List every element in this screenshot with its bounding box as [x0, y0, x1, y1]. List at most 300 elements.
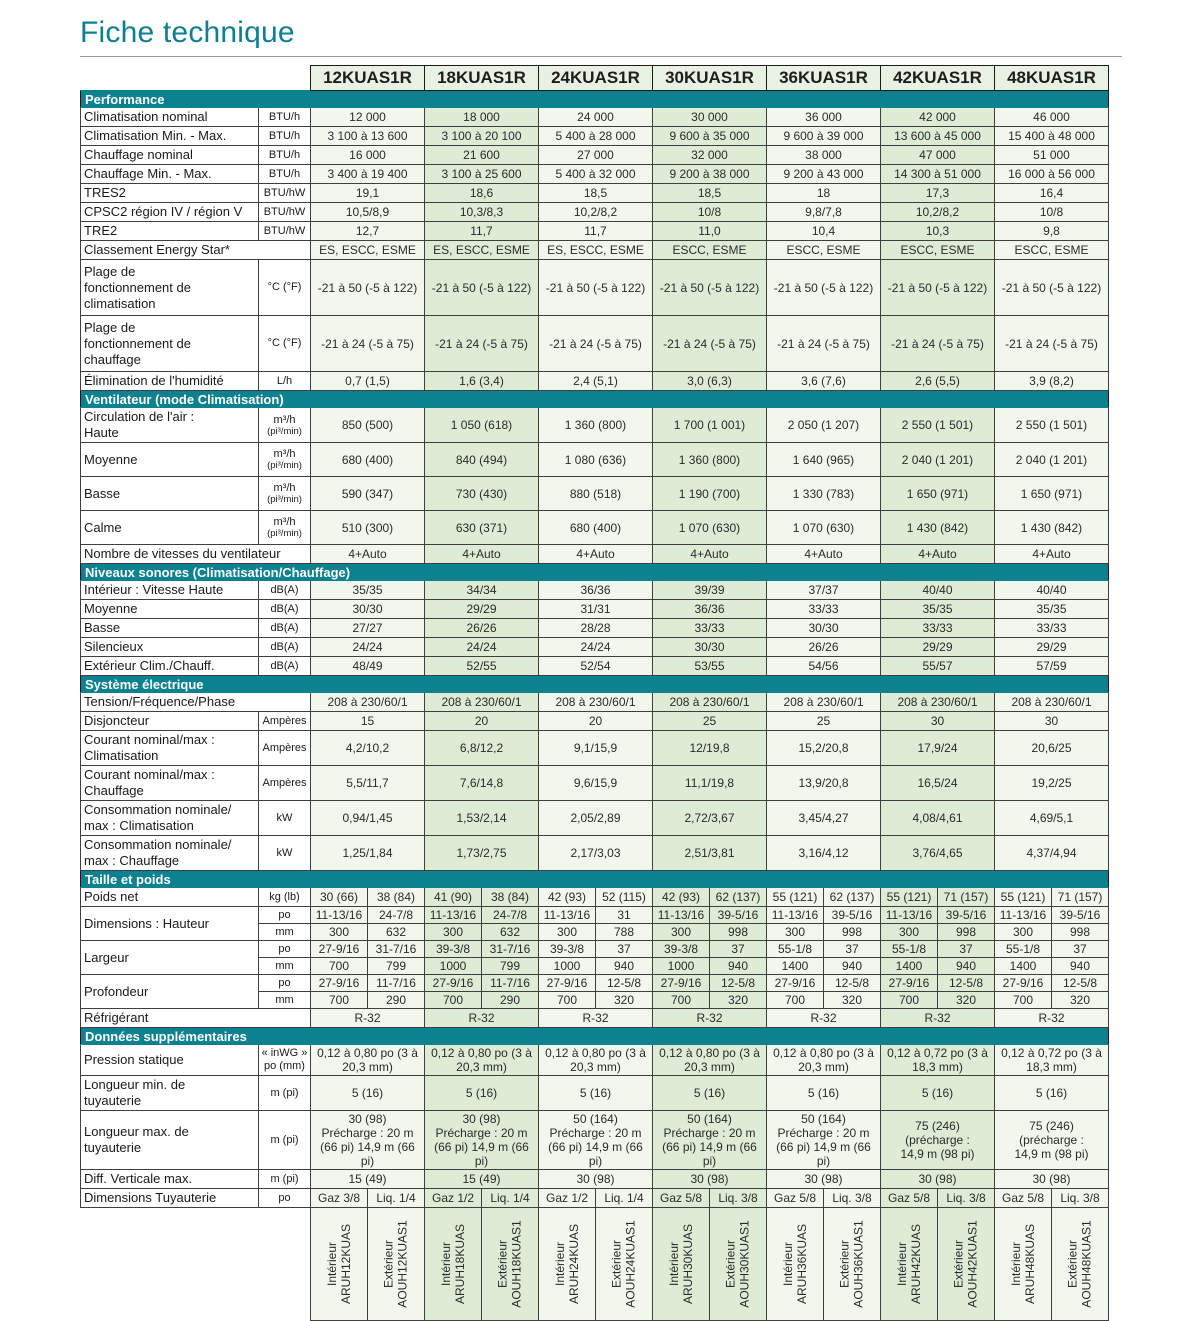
value-cell: ESCC, ESME [881, 241, 995, 260]
vertical-model-label [710, 1208, 767, 1321]
unit-model-name: Extérieur AOUH30KUAS1 [724, 1220, 752, 1308]
value-cell: 17,9/24 [881, 731, 995, 766]
value-cell: 42 (93) [653, 888, 710, 907]
unit-model-name: Intérieur ARUH48KUAS [1009, 1223, 1037, 1305]
table-row [81, 108, 1109, 127]
value-cell: 998 [824, 924, 881, 941]
table-row [81, 372, 1109, 391]
value-cell: 29/29 [881, 638, 995, 657]
table-row [81, 1170, 1109, 1189]
value-cell: 700 [767, 992, 824, 1009]
value-cell: 37 [596, 941, 653, 958]
value-cell: 320 [710, 992, 767, 1009]
value-cell: 12-5/8 [824, 975, 881, 992]
value-cell: -21 à 24 (-5 à 75) [539, 316, 653, 372]
value-cell: 40/40 [881, 581, 995, 600]
value-cell: 4+Auto [425, 545, 539, 564]
value-cell: ESCC, ESME [653, 241, 767, 260]
value-cell: 12 000 [311, 108, 425, 127]
row-label: Courant nominal/max : Chauffage [81, 766, 259, 801]
value-cell: 11-13/16 [881, 907, 938, 924]
section-bar [81, 564, 1109, 581]
value-cell: 27-9/16 [539, 975, 596, 992]
value-cell: 75 (246) (précharge : 14,9 m (98 pi) [995, 1111, 1109, 1170]
value-cell: 208 à 230/60/1 [653, 693, 767, 712]
value-cell: 37 [824, 941, 881, 958]
vertical-label-wrap [312, 1209, 366, 1319]
value-cell: 50 (164) Précharge : 20 m (66 pi) 14,9 m (66 pi) [767, 1111, 881, 1170]
value-cell: 1 360 (800) [653, 443, 767, 477]
unit-cell: po [259, 1189, 311, 1208]
table-row [81, 260, 1109, 316]
value-cell: 11-13/16 [311, 907, 368, 924]
value-cell: 1 050 (618) [425, 408, 539, 443]
unit-model-name: Intérieur ARUH36KUAS [781, 1223, 809, 1305]
value-cell: 18,6 [425, 184, 539, 203]
value-cell: Gaz 5/8 [653, 1189, 710, 1208]
value-cell: 1 190 (700) [653, 477, 767, 511]
unit-cell: m (pi) [259, 1076, 311, 1111]
value-cell: 30 (98) [653, 1170, 767, 1189]
table-row [81, 316, 1109, 372]
value-cell: 1 070 (630) [653, 511, 767, 545]
value-cell: 1 080 (636) [539, 443, 653, 477]
unit-cell: BTU/hW [259, 184, 311, 203]
value-cell: 5 (16) [881, 1076, 995, 1111]
unit-cell: kg (lb) [259, 888, 311, 907]
value-cell: 208 à 230/60/1 [311, 693, 425, 712]
value-cell: 700 [311, 992, 368, 1009]
model-header: 48KUAS1R [995, 66, 1109, 91]
value-cell: 5 (16) [425, 1076, 539, 1111]
row-label: Intérieur : Vitesse Haute [81, 581, 259, 600]
value-cell: 11-13/16 [653, 907, 710, 924]
model-header: 24KUAS1R [539, 66, 653, 91]
model-header: 12KUAS1R [311, 66, 425, 91]
value-cell: 3 100 à 25 600 [425, 165, 539, 184]
table-row [81, 184, 1109, 203]
value-cell: 30 (98) [767, 1170, 881, 1189]
value-cell: 300 [767, 924, 824, 941]
value-cell: R-32 [881, 1009, 995, 1028]
value-cell: 4,69/5,1 [995, 801, 1109, 836]
section-bar [81, 676, 1109, 693]
value-cell: 998 [1052, 924, 1109, 941]
value-cell: 62 (137) [824, 888, 881, 907]
table-row [81, 408, 1109, 443]
value-cell: 16,5/24 [881, 766, 995, 801]
section-header: Données supplémentaires [81, 1028, 1109, 1045]
row-label: Chauffage Min. - Max. [81, 165, 259, 184]
value-cell: 20 [425, 712, 539, 731]
vertical-model-label [938, 1208, 995, 1321]
vertical-model-label [824, 1208, 881, 1321]
table-row [81, 1076, 1109, 1111]
value-cell: 5 (16) [995, 1076, 1109, 1111]
value-cell: 15 (49) [311, 1170, 425, 1189]
value-cell: 39-3/8 [539, 941, 596, 958]
table-row [81, 907, 1109, 924]
value-cell: 5 (16) [767, 1076, 881, 1111]
unit-model-name: Intérieur ARUH42KUAS [895, 1223, 923, 1305]
unit-cell: BTU/h [259, 127, 311, 146]
vertical-model-label [539, 1208, 596, 1321]
table-row [81, 222, 1109, 241]
unit-model-name: Extérieur AOUH48KUAS1 [1066, 1220, 1094, 1308]
value-cell: 30/30 [653, 638, 767, 657]
row-label: Climatisation Min. - Max. [81, 127, 259, 146]
value-cell: 27/27 [311, 619, 425, 638]
value-cell: 30 (66) [311, 888, 368, 907]
unit-cell: BTU/hW [259, 222, 311, 241]
value-cell: 10,2/8,2 [881, 203, 995, 222]
value-cell: 24/24 [539, 638, 653, 657]
vertical-model-label [368, 1208, 425, 1321]
value-cell: R-32 [653, 1009, 767, 1028]
value-cell: 30 (98) Précharge : 20 m (66 pi) 14,9 m (66 pi) [425, 1111, 539, 1170]
value-cell: 2,05/2,89 [539, 801, 653, 836]
table-row [81, 127, 1109, 146]
value-cell: 940 [710, 958, 767, 975]
value-cell: 0,12 à 0,80 po (3 à 20,3 mm) [539, 1045, 653, 1076]
table-row [81, 165, 1109, 184]
value-cell: R-32 [995, 1009, 1109, 1028]
value-cell: 36/36 [653, 600, 767, 619]
unit-cell: mm [259, 958, 311, 975]
value-cell: 700 [425, 992, 482, 1009]
value-cell: Liq. 1/4 [482, 1189, 539, 1208]
value-cell: 13 600 à 45 000 [881, 127, 995, 146]
value-cell: 590 (347) [311, 477, 425, 511]
value-cell: 3,45/4,27 [767, 801, 881, 836]
value-cell: 55-1/8 [767, 941, 824, 958]
value-cell: 700 [995, 992, 1052, 1009]
value-cell: 20 [539, 712, 653, 731]
value-cell: 26/26 [767, 638, 881, 657]
value-cell: 1 360 (800) [539, 408, 653, 443]
unit-cell: m³/h (pi³/min) [259, 443, 311, 477]
value-cell: 37 [938, 941, 995, 958]
row-label: Diff. Verticale max. [81, 1170, 259, 1189]
table-row [81, 888, 1109, 907]
value-cell: 700 [653, 992, 710, 1009]
row-label: Disjoncteur [81, 712, 259, 731]
value-cell: 42 000 [881, 108, 995, 127]
unit-cell: L/h [259, 372, 311, 391]
value-cell: 27-9/16 [653, 975, 710, 992]
unit-cell: Ampères [259, 766, 311, 801]
value-cell: 18 000 [425, 108, 539, 127]
value-cell: 632 [482, 924, 539, 941]
value-cell: 27-9/16 [995, 975, 1052, 992]
value-cell: 300 [995, 924, 1052, 941]
value-cell: 29/29 [425, 600, 539, 619]
model-header: 30KUAS1R [653, 66, 767, 91]
value-cell: 27-9/16 [425, 975, 482, 992]
value-cell: 320 [596, 992, 653, 1009]
model-header-row [81, 66, 1109, 91]
value-cell: 11-7/16 [368, 975, 425, 992]
row-label: Consommation nominale/ max : Climatisation [81, 801, 259, 836]
value-cell: 1 650 (971) [995, 477, 1109, 511]
value-cell: 12-5/8 [596, 975, 653, 992]
value-cell: 208 à 230/60/1 [881, 693, 995, 712]
value-cell: 0,94/1,45 [311, 801, 425, 836]
section-bar [81, 391, 1109, 408]
value-cell: 50 (164) Précharge : 20 m (66 pi) 14,9 m (66 pi) [653, 1111, 767, 1170]
value-cell: 2,51/3,81 [653, 836, 767, 871]
value-cell: 19,2/25 [995, 766, 1109, 801]
value-cell: 1400 [995, 958, 1052, 975]
row-label: Extérieur Clim./Chauff. [81, 657, 259, 676]
row-label: Classement Energy Star* [81, 241, 311, 260]
unit-cell: dB(A) [259, 638, 311, 657]
unit-cell: po [259, 941, 311, 958]
value-cell: -21 à 50 (-5 à 122) [311, 260, 425, 316]
value-cell: 54/56 [767, 657, 881, 676]
value-cell: 15 [311, 712, 425, 731]
value-cell: 3 100 à 13 600 [311, 127, 425, 146]
value-cell: -21 à 24 (-5 à 75) [767, 316, 881, 372]
table-row [81, 600, 1109, 619]
row-label: TRES2 [81, 184, 259, 203]
value-cell: 799 [482, 958, 539, 975]
unit-cell: m³/h (pi³/min) [259, 511, 311, 545]
unit-model-name: Extérieur AOUH24KUAS1 [610, 1220, 638, 1308]
vertical-model-label [881, 1208, 938, 1321]
table-row [81, 801, 1109, 836]
row-label: Largeur [81, 941, 259, 975]
value-cell: 18 [767, 184, 881, 203]
value-cell: Liq. 3/8 [710, 1189, 767, 1208]
value-cell: 34/34 [425, 581, 539, 600]
unit-cell: °C (°F) [259, 260, 311, 316]
value-cell: 940 [938, 958, 995, 975]
value-cell: 2,17/3,03 [539, 836, 653, 871]
spec-table [80, 65, 1109, 1321]
value-cell: R-32 [311, 1009, 425, 1028]
table-row [81, 619, 1109, 638]
value-cell: 16 000 à 56 000 [995, 165, 1109, 184]
value-cell: 39-5/16 [824, 907, 881, 924]
unit-model-name: Extérieur AOUH36KUAS1 [838, 1220, 866, 1308]
table-row [81, 836, 1109, 871]
value-cell: 300 [539, 924, 596, 941]
value-cell: Liq. 3/8 [938, 1189, 995, 1208]
row-label: Basse [81, 477, 259, 511]
value-cell: 10,3 [881, 222, 995, 241]
value-cell: 10,2/8,2 [539, 203, 653, 222]
value-cell: 2 040 (1 201) [881, 443, 995, 477]
value-cell: 700 [881, 992, 938, 1009]
value-cell: Gaz 5/8 [881, 1189, 938, 1208]
unit-cell: BTU/h [259, 146, 311, 165]
value-cell: -21 à 24 (-5 à 75) [311, 316, 425, 372]
value-cell: 32 000 [653, 146, 767, 165]
table-row [81, 975, 1109, 992]
value-cell: 3 100 à 20 100 [425, 127, 539, 146]
value-cell: 2,6 (5,5) [881, 372, 995, 391]
value-cell: 15,2/20,8 [767, 731, 881, 766]
unit-model-name: Extérieur AOUH42KUAS1 [952, 1220, 980, 1308]
value-cell: 3,9 (8,2) [995, 372, 1109, 391]
vertical-model-label [482, 1208, 539, 1321]
value-cell: 208 à 230/60/1 [767, 693, 881, 712]
unit-cell: Ampères [259, 712, 311, 731]
table-row [81, 581, 1109, 600]
value-cell: 30 (98) [995, 1170, 1109, 1189]
value-cell: 30 [881, 712, 995, 731]
row-label: Poids net [81, 888, 259, 907]
value-cell: 998 [938, 924, 995, 941]
value-cell: 24/24 [311, 638, 425, 657]
value-cell: 51 000 [995, 146, 1109, 165]
value-cell: 55 (121) [767, 888, 824, 907]
value-cell: 9,8/7,8 [767, 203, 881, 222]
value-cell: 25 [653, 712, 767, 731]
value-cell: 33/33 [881, 619, 995, 638]
value-cell: 31-7/16 [368, 941, 425, 958]
value-cell: 26/26 [425, 619, 539, 638]
value-cell: 1,73/2,75 [425, 836, 539, 871]
value-cell: 41 (90) [425, 888, 482, 907]
value-cell: 36 000 [767, 108, 881, 127]
value-cell: 18,5 [539, 184, 653, 203]
table-row [81, 638, 1109, 657]
value-cell: 16,4 [995, 184, 1109, 203]
value-cell: 0,12 à 0,72 po (3 à 18,3 mm) [881, 1045, 995, 1076]
value-cell: 12/19,8 [653, 731, 767, 766]
vertical-label-wrap [825, 1209, 879, 1319]
vertical-label-wrap [768, 1209, 822, 1319]
value-cell: 9 600 à 35 000 [653, 127, 767, 146]
unit-cell: po [259, 907, 311, 924]
value-cell: 7,6/14,8 [425, 766, 539, 801]
unit-cell: dB(A) [259, 619, 311, 638]
value-cell: 21 600 [425, 146, 539, 165]
value-cell: ESCC, ESME [767, 241, 881, 260]
value-cell: 0,12 à 0,80 po (3 à 20,3 mm) [311, 1045, 425, 1076]
row-label: Nombre de vitesses du ventilateur [81, 545, 311, 564]
vertical-label-wrap [426, 1209, 480, 1319]
row-label: CPSC2 région IV / région V [81, 203, 259, 222]
table-row [81, 657, 1109, 676]
row-label: Consommation nominale/ max : Chauffage [81, 836, 259, 871]
table-row [81, 1208, 1109, 1321]
value-cell: 4+Auto [311, 545, 425, 564]
value-cell: 0,7 (1,5) [311, 372, 425, 391]
value-cell: 14 300 à 51 000 [881, 165, 995, 184]
value-cell: 20,6/25 [995, 731, 1109, 766]
value-cell: 10/8 [995, 203, 1109, 222]
table-row [81, 241, 1109, 260]
row-label: Pression statique [81, 1045, 259, 1076]
value-cell: 47 000 [881, 146, 995, 165]
value-cell: 700 [311, 958, 368, 975]
value-cell: 40/40 [995, 581, 1109, 600]
value-cell: 940 [596, 958, 653, 975]
value-cell: 12,7 [311, 222, 425, 241]
value-cell: -21 à 50 (-5 à 122) [653, 260, 767, 316]
row-label: Longueur min. de tuyauterie [81, 1076, 259, 1111]
vertical-model-label [653, 1208, 710, 1321]
section-header: Performance [81, 91, 1109, 108]
value-cell: 1 640 (965) [767, 443, 881, 477]
value-cell: 2,4 (5,1) [539, 372, 653, 391]
vertical-model-label [995, 1208, 1052, 1321]
value-cell: ESCC, ESME [995, 241, 1109, 260]
value-cell: 3,0 (6,3) [653, 372, 767, 391]
value-cell: 1 700 (1 001) [653, 408, 767, 443]
row-label: Tension/Fréquence/Phase [81, 693, 311, 712]
value-cell: R-32 [767, 1009, 881, 1028]
row-label: Longueur max. de tuyauterie [81, 1111, 259, 1170]
corner-spacer [81, 66, 311, 91]
value-cell: 4+Auto [653, 545, 767, 564]
row-label: Moyenne [81, 600, 259, 619]
value-cell: 39/39 [653, 581, 767, 600]
value-cell: 28/28 [539, 619, 653, 638]
value-cell: 30 (98) [539, 1170, 653, 1189]
unit-cell: m (pi) [259, 1170, 311, 1189]
table-row [81, 1111, 1109, 1170]
value-cell: 9,6/15,9 [539, 766, 653, 801]
vertical-label-wrap [540, 1209, 594, 1319]
value-cell: 4+Auto [881, 545, 995, 564]
value-cell: 5 (16) [539, 1076, 653, 1111]
value-cell: 10,5/8,9 [311, 203, 425, 222]
value-cell: 4,37/4,94 [995, 836, 1109, 871]
unit-model-name: Intérieur ARUH24KUAS [553, 1223, 581, 1305]
value-cell: 0,12 à 0,80 po (3 à 20,3 mm) [767, 1045, 881, 1076]
value-cell: 30/30 [311, 600, 425, 619]
value-cell: 5 (16) [311, 1076, 425, 1111]
value-cell: 208 à 230/60/1 [425, 693, 539, 712]
unit-cell: BTU/h [259, 108, 311, 127]
unit-cell: dB(A) [259, 600, 311, 619]
value-cell: 53/55 [653, 657, 767, 676]
unit-cell: Ampères [259, 731, 311, 766]
value-cell: 1 430 (842) [995, 511, 1109, 545]
value-cell: 700 [539, 992, 596, 1009]
value-cell: 11-7/16 [482, 975, 539, 992]
bottom-left-spacer [81, 1208, 311, 1321]
value-cell: 11-13/16 [995, 907, 1052, 924]
value-cell: 24-7/8 [368, 907, 425, 924]
row-label: Plage de fonctionnement de chauffage [81, 316, 259, 372]
section-bar [81, 91, 1109, 108]
unit-cell: dB(A) [259, 657, 311, 676]
value-cell: 1000 [425, 958, 482, 975]
value-cell: 39-3/8 [425, 941, 482, 958]
table-row [81, 712, 1109, 731]
value-cell: 42 (93) [539, 888, 596, 907]
value-cell: 31 [596, 907, 653, 924]
value-cell: 2 550 (1 501) [881, 408, 995, 443]
value-cell: Gaz 3/8 [311, 1189, 368, 1208]
table-row [81, 203, 1109, 222]
table-row [81, 1189, 1109, 1208]
value-cell: 35/35 [995, 600, 1109, 619]
value-cell: 320 [824, 992, 881, 1009]
value-cell: 52 (115) [596, 888, 653, 907]
unit-model-name: Extérieur AOUH12KUAS1 [382, 1220, 410, 1308]
value-cell: 33/33 [995, 619, 1109, 638]
value-cell: 1400 [881, 958, 938, 975]
vertical-label-wrap [597, 1209, 651, 1319]
value-cell: 12-5/8 [1052, 975, 1109, 992]
value-cell: 52/55 [425, 657, 539, 676]
